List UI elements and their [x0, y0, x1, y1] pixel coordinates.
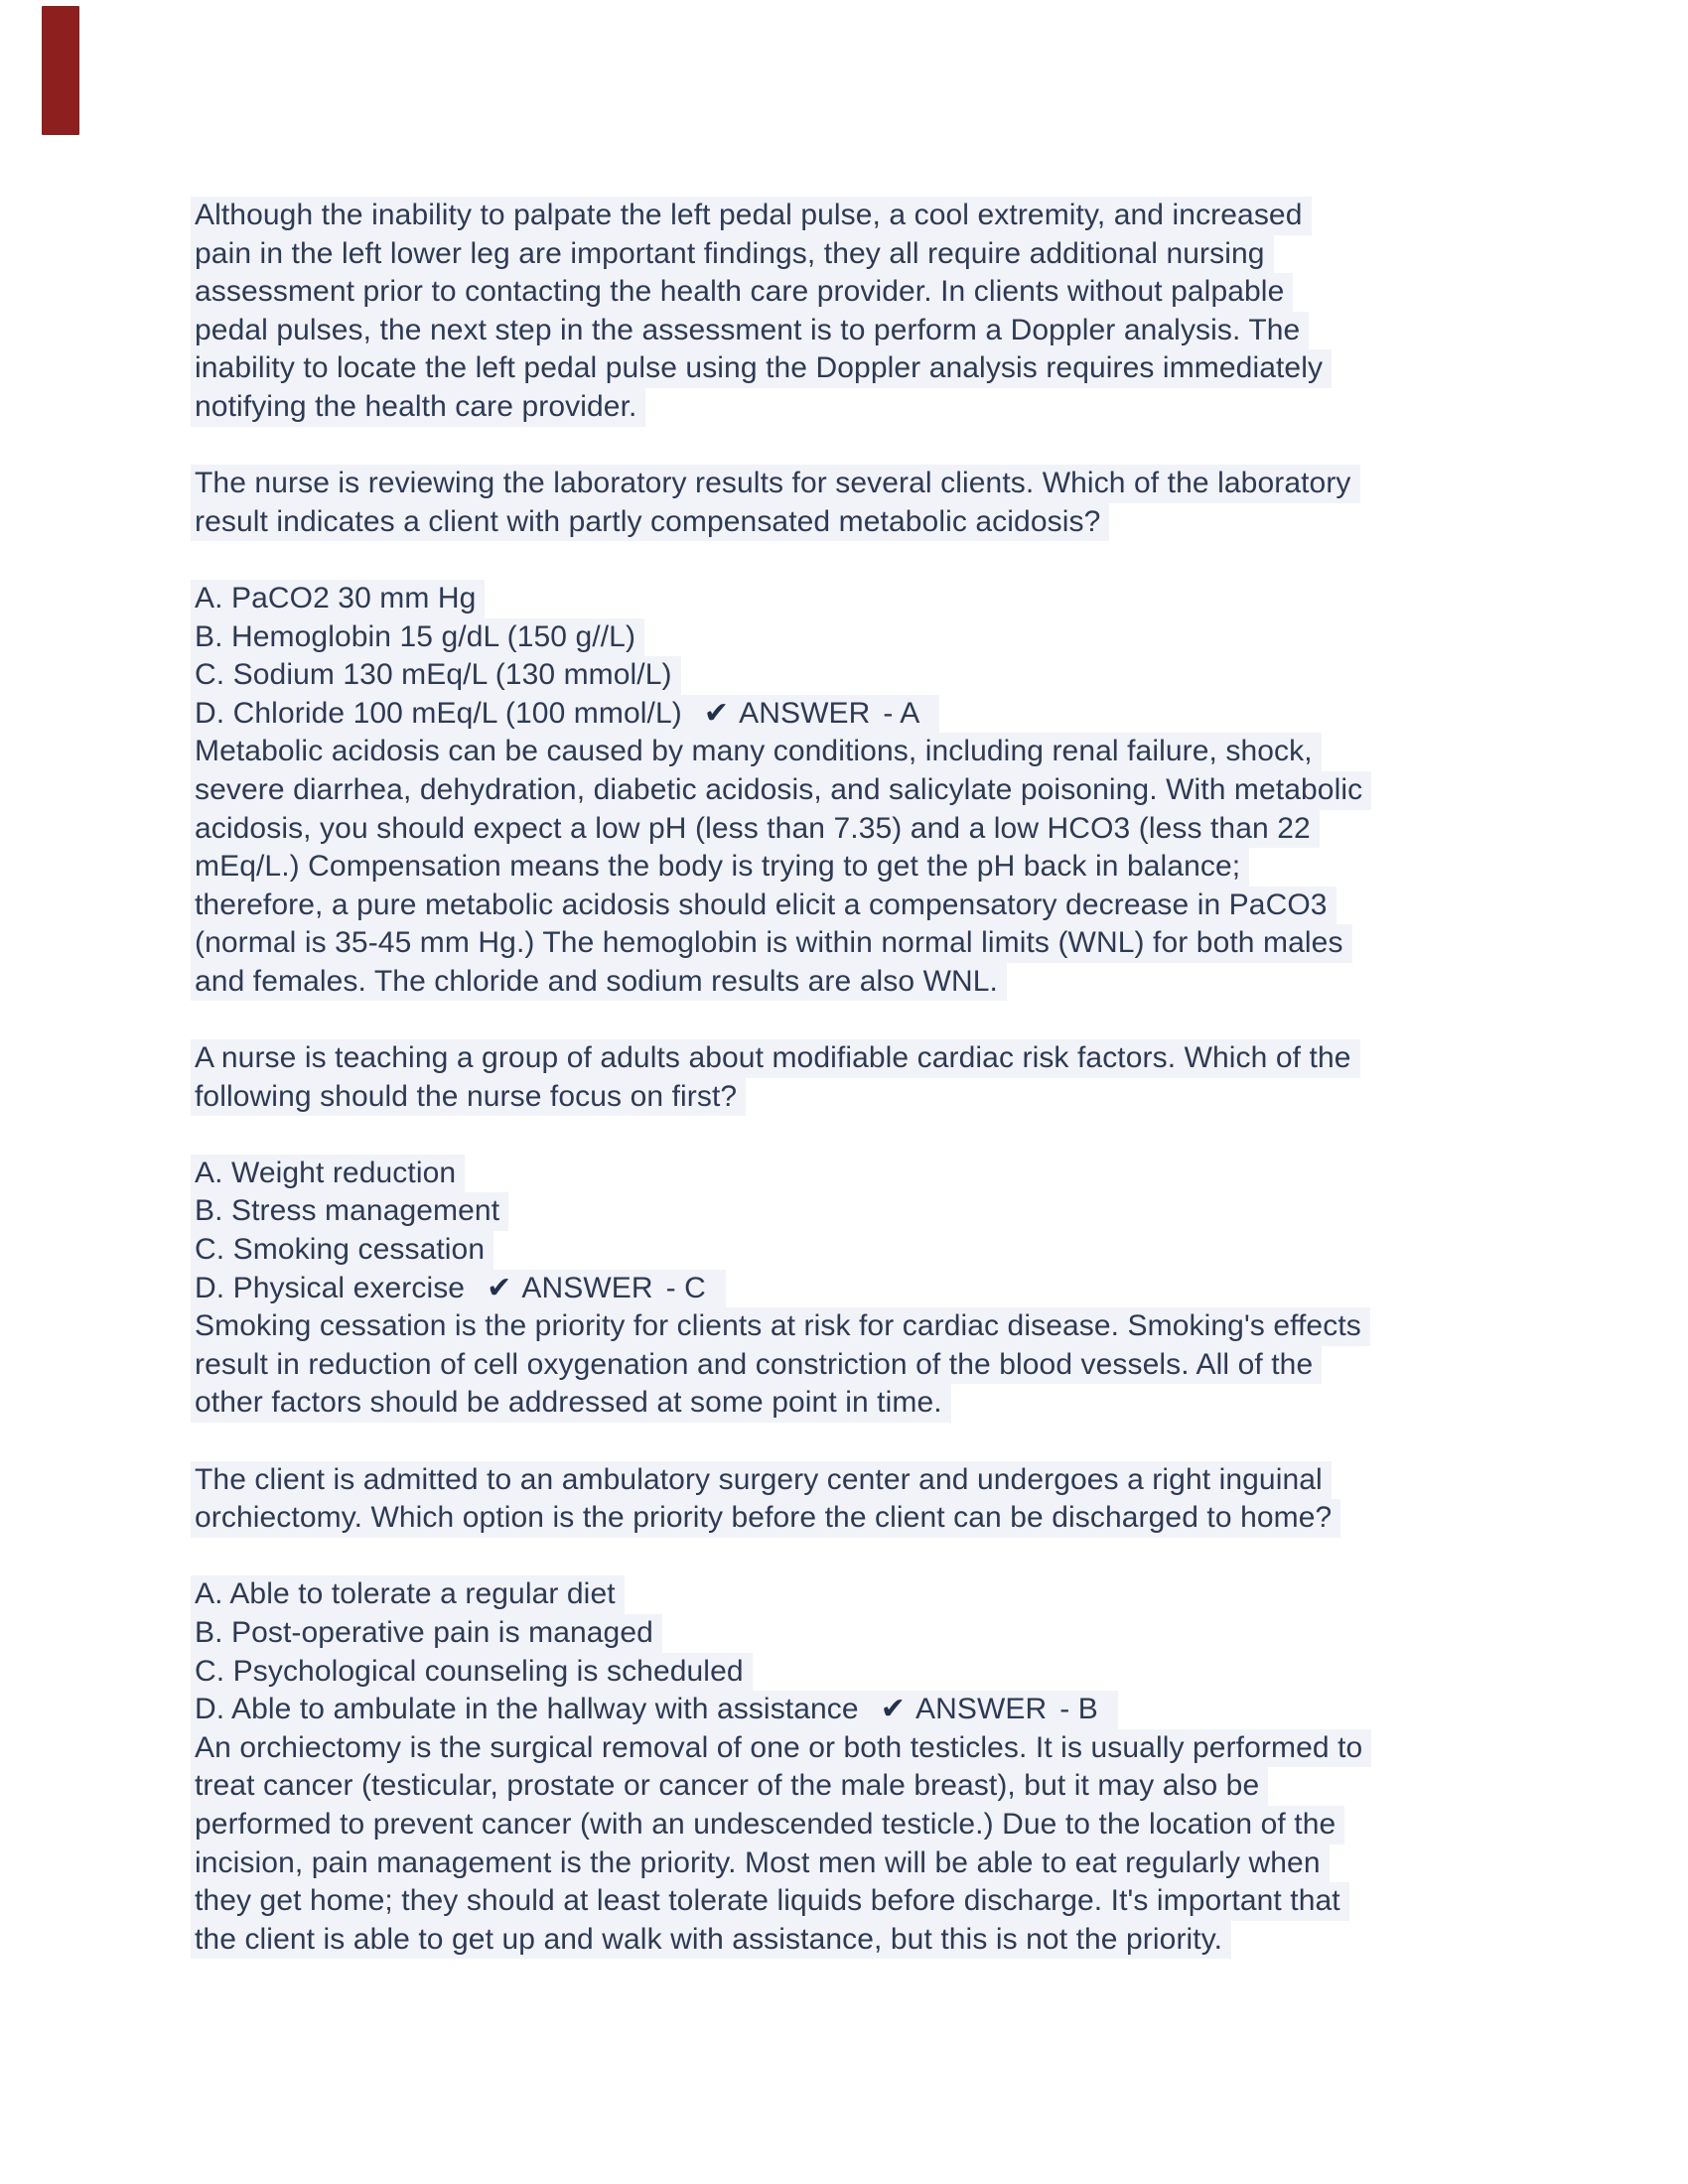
line-text: A nurse is teaching a group of adults about modifiable cardiac risk factors. Which of the	[195, 1041, 1351, 1075]
text-line	[195, 924, 1644, 963]
highlighted-text	[191, 771, 1371, 810]
answer-option-line	[195, 580, 1644, 618]
highlighted-text	[191, 1307, 1370, 1346]
highlighted-text	[191, 1461, 1332, 1500]
highlighted-text	[191, 1346, 1322, 1385]
answer-option-line	[195, 1614, 1644, 1653]
option-text: D. Chloride 100 mEq/L (100 mmol/L)	[195, 696, 682, 730]
highlighted-text	[191, 503, 1109, 542]
highlighted-text	[191, 963, 1007, 1002]
text-line	[195, 1461, 1644, 1500]
line-text: and females. The chloride and sodium results are also WNL.	[195, 964, 998, 998]
option-text: C. Smoking cessation	[195, 1233, 486, 1267]
text-line	[195, 733, 1644, 771]
text-line	[195, 1499, 1644, 1538]
line-text: notifying the health care provider.	[195, 389, 637, 423]
document-body	[195, 197, 1644, 1959]
text-line	[195, 235, 1644, 274]
text-line	[195, 963, 1644, 1002]
line-text: result in reduction of cell oxygenation and constriction of the blood vessels. All of the	[195, 1347, 1314, 1381]
line-text: mEq/L.) Compensation means the body is trying to get the pH back in balance;	[195, 850, 1241, 884]
option-text: C. Sodium 130 mEq/L (130 mmol/L)	[195, 658, 672, 692]
answer-letter: - C	[665, 1271, 706, 1304]
highlighted-text	[191, 656, 681, 695]
text-line	[195, 1844, 1644, 1883]
line-text: they get home; they should at least tolerate liquids before discharge. It's important that	[195, 1884, 1340, 1918]
highlighted-text	[191, 733, 1322, 771]
bookmark-icon	[42, 6, 79, 135]
answer-label: ANSWER	[739, 696, 871, 730]
highlighted-text	[191, 1614, 662, 1653]
option-text: D. Able to ambulate in the hallway with assistance	[195, 1693, 859, 1726]
line-text: Smoking cessation is the priority for clients at risk for cardiac disease. Smoking's effects	[195, 1309, 1361, 1343]
text-line	[195, 887, 1644, 925]
line-text: An orchiectomy is the surgical removal of one or both testicles. It is usually performed to	[195, 1730, 1363, 1764]
text-line	[195, 388, 1644, 427]
line-text: other factors should be addressed at some point in time.	[195, 1386, 942, 1420]
line-text: Metabolic acidosis can be caused by many conditions, including renal failure, shock,	[195, 735, 1313, 768]
highlighted-text	[191, 312, 1309, 350]
text-line	[195, 1921, 1644, 1960]
highlighted-text	[191, 695, 939, 734]
line-text: assessment prior to contacting the health care provider. In clients without palpable	[195, 275, 1285, 309]
line-text: inability to locate the left pedal pulse using the Doppler analysis requires immediately	[195, 351, 1324, 385]
option-text: C. Psychological counseling is scheduled	[195, 1654, 744, 1688]
blank-line	[195, 1001, 1644, 1039]
text-line	[195, 1767, 1644, 1806]
highlighted-text	[191, 1653, 753, 1692]
answer-option-line	[195, 1691, 1644, 1729]
line-text: performed to prevent cancer (with an undescended testicle.) Due to the location of the	[195, 1807, 1336, 1841]
highlighted-text	[191, 810, 1320, 849]
line-text: treat cancer (testicular, prostate or cancer of the male breast), but it may also be	[195, 1769, 1260, 1803]
answer-label: ANSWER	[521, 1271, 653, 1304]
line-text: The nurse is reviewing the laboratory results for several clients. Which of the laboratory	[195, 467, 1351, 500]
answer-option-line	[195, 1192, 1644, 1231]
highlighted-text	[191, 273, 1293, 312]
text-line	[195, 810, 1644, 849]
highlighted-text	[191, 848, 1249, 887]
highlighted-text	[191, 235, 1274, 274]
highlighted-text	[191, 1844, 1330, 1883]
highlighted-text	[191, 1039, 1360, 1078]
answer-check-icon: ✔	[487, 1271, 512, 1304]
highlighted-text	[191, 580, 485, 618]
highlighted-text	[191, 1575, 625, 1614]
blank-line	[195, 1116, 1644, 1155]
answer-option-line	[195, 695, 1644, 734]
option-text: B. Post-operative pain is managed	[195, 1615, 653, 1649]
line-text: The client is admitted to an ambulatory surgery center and undergoes a right inguinal	[195, 1462, 1323, 1496]
answer-check-icon: ✔	[703, 696, 730, 730]
text-line	[195, 1882, 1644, 1921]
highlighted-text	[191, 1270, 726, 1308]
text-line	[195, 1806, 1644, 1844]
blank-line	[195, 541, 1644, 580]
answer-option-line	[195, 1231, 1644, 1270]
option-text: A. PaCO2 30 mm Hg	[195, 581, 477, 614]
line-text: Although the inability to palpate the left pedal pulse, a cool extremity, and increased	[195, 199, 1303, 231]
blank-line	[195, 1538, 1644, 1576]
line-text: the client is able to get up and walk with assistance, but this is not the priority.	[195, 1922, 1223, 1956]
highlighted-text	[191, 1192, 508, 1231]
line-text: result indicates a client with partly compensated metabolic acidosis?	[195, 504, 1101, 538]
text-line	[195, 503, 1644, 542]
text-line	[195, 1078, 1644, 1117]
answer-option-line	[195, 1270, 1644, 1308]
blank-line	[195, 427, 1644, 466]
highlighted-text	[191, 349, 1332, 388]
line-text: incision, pain management is the priority. Most men will be able to eat regularly when	[195, 1845, 1321, 1879]
answer-option-line	[195, 1155, 1644, 1193]
highlighted-text	[191, 1767, 1268, 1806]
text-line	[195, 771, 1644, 810]
blank-line	[195, 1423, 1644, 1461]
text-line	[195, 349, 1644, 388]
answer-check-icon: ✔	[880, 1693, 906, 1726]
line-text: following should the nurse focus on first?	[195, 1079, 738, 1113]
highlighted-text	[191, 1921, 1231, 1960]
text-line	[195, 1346, 1644, 1385]
highlighted-text	[191, 924, 1352, 963]
highlighted-text	[191, 1882, 1349, 1921]
answer-option-line	[195, 1653, 1644, 1692]
highlighted-text	[191, 618, 644, 657]
text-line	[195, 1039, 1644, 1078]
text-line	[195, 465, 1644, 503]
text-line	[195, 848, 1644, 887]
text-line	[195, 1307, 1644, 1346]
line-text: severe diarrhea, dehydration, diabetic acidosis, and salicylate poisoning. With metabolic	[195, 772, 1363, 806]
line-text: (normal is 35-45 mm Hg.) The hemoglobin is within normal limits (WNL) for both males	[195, 926, 1343, 960]
text-line	[195, 312, 1644, 350]
answer-option-line	[195, 1575, 1644, 1614]
highlighted-text	[191, 1729, 1371, 1768]
highlighted-text	[191, 1231, 493, 1270]
answer-option-line	[195, 618, 1644, 657]
text-line	[195, 273, 1644, 312]
answer-letter: - B	[1059, 1693, 1098, 1726]
highlighted-text	[191, 1384, 951, 1423]
highlighted-text	[191, 1499, 1340, 1538]
text-line	[195, 1729, 1644, 1768]
line-text: acidosis, you should expect a low pH (less than 7.35) and a low HCO3 (less than 22	[195, 811, 1311, 845]
highlighted-text	[191, 388, 645, 427]
highlighted-text	[191, 1691, 1118, 1729]
highlighted-text	[191, 197, 1312, 235]
text-line	[195, 1384, 1644, 1423]
text-line	[195, 197, 1644, 235]
line-text: orchiectomy. Which option is the priority before the client can be discharged to home?	[195, 1501, 1333, 1535]
line-text: therefore, a pure metabolic acidosis should elicit a compensatory decrease in PaCO3	[195, 887, 1328, 921]
answer-label: ANSWER	[914, 1693, 1048, 1726]
line-text: pedal pulses, the next step in the assessment is to perform a Doppler analysis. The	[195, 313, 1301, 346]
option-text: D. Physical exercise	[195, 1271, 466, 1304]
highlighted-text	[191, 1155, 465, 1193]
highlighted-text	[191, 1806, 1344, 1844]
line-text: pain in the left lower leg are important findings, they all require additional nursing	[195, 236, 1265, 270]
option-text: B. Stress management	[195, 1194, 500, 1228]
answer-option-line	[195, 656, 1644, 695]
highlighted-text	[191, 465, 1360, 503]
option-text: A. Weight reduction	[195, 1156, 457, 1189]
answer-letter: - A	[883, 696, 920, 730]
highlighted-text	[191, 887, 1336, 925]
option-text: A. Able to tolerate a regular diet	[195, 1577, 616, 1611]
highlighted-text	[191, 1078, 746, 1117]
option-text: B. Hemoglobin 15 g/dL (150 g//L)	[195, 619, 636, 653]
